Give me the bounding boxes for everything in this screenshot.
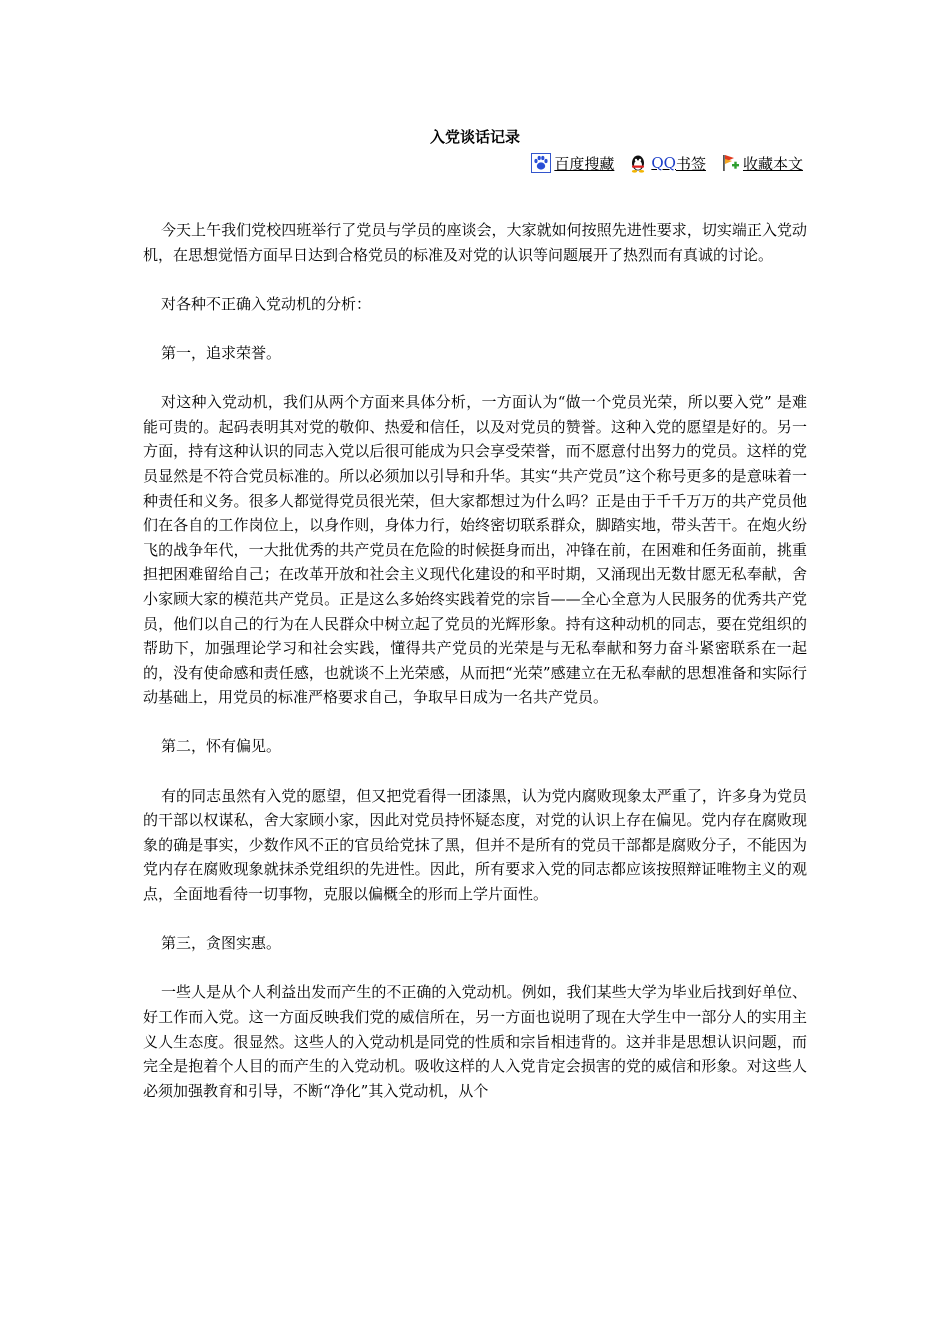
baidu-paw-icon xyxy=(531,153,551,173)
qq-bookmark-link[interactable] xyxy=(628,153,706,174)
document-title: 入党谈话记录 xyxy=(429,128,520,146)
save-article-label: 收藏本文 xyxy=(742,154,803,173)
bookmark-flag-icon xyxy=(720,153,740,173)
paragraph-analysis-heading: 对各种不正确入党动机的分析： xyxy=(161,294,372,313)
qq-bookmark-label: QQ xyxy=(651,154,676,172)
baidu-bookmark-label: 百度搜藏 xyxy=(554,154,615,173)
paragraph-point-three-body: 一些人是从个人利益出发而产生的不正确的入党动机。例如，我们某些大学为毕业后找到好单位、好工作而入党。这一方面反映我们党的威信所在，另一方面也说明了现在大学生中一部分人的实用主义人生态度。很显然。这些人的入党动机是同党的性质和宗旨相违背的。这并非是思想认识问题，而完全是抱着个人目的而产生的入党动机。吸收这样的人入党肯定会损害的党的威信和形象。对这些人必须加强教育和引导，不断“净化”其入党动机，从个 xyxy=(143,983,807,1100)
qq-penguin-icon xyxy=(628,153,648,173)
paragraph-point-one-body: 对这种入党动机，我们从两个方面来具体分析，一方面认为“做一个党员光荣，所以要入党” 是难能可贵的。起码表明其对党的敬仰、热爱和信任，以及对党员的赞誉。这种入党的愿望是好的。另一方面，持有这种认识的同志入党以后很可能成为只会享受荣誉，而不愿意付出努力的党员。这样的党员显然是不符合党员标准的。所以必须加以引导和升华。其实“共产党员”这个称号更多的是意味着一种责任和义务。很多人都觉得党员很光荣，但大家都想过为什么吗？正是由于千千万万的共产党员他们在各自的工作岗位上，以身作则，身体力行，始终密切联系群众，脚踏实地，带头苦干。在炮火纷飞的战争年代，一大批优秀的共产党员在危险的时候挺身而出，冲锋在前，在困难和任务面前，挑重担把困难留给自己；在改革开放和社会主义现代化建设的和平时期，又涌现出无数甘愿无私奉献，舍小家顾大家的模范共产党员。正是这么多始终实践着党的宗旨——全心全意为人民服务的优秀共产党员，他们以自己的行为在人民群众中树立起了党员的光辉形象。持有这种动机的同志，要在党组织的帮助下，加强理论学习和社会实践，懂得共产党员的光荣是与无私奉献和努力奋斗紧密联系在一起的，没有使命感和责任感，也就谈不上光荣感，从而把“光荣”感建立在无私奉献的思想准备和实际行动基础上，用党员的标准严格要求自己，争取早日成为一名共产党员。 xyxy=(143,393,807,707)
paragraph-point-two-body: 有的同志虽然有入党的愿望，但又把党看得一团漆黑，认为党内腐败现象太严重了，许多身为党员的干部以权谋私，舍大家顾小家，因此对党员持怀疑态度，对党的认识上存在偏见。党内存在腐败现象的确是事实，少数作风不正的官员给党抹了黑，但并不是所有的党员干部都是腐败分子，不能因为党内存在腐败现象就抹杀党组织的先进性。因此，所有要求入党的同志都应该按照辩证唯物主义的观点，全面地看待一切事物，克服以偏概全的形而上学片面性。 xyxy=(143,786,807,904)
bookmark-bar xyxy=(531,150,803,176)
save-article-link[interactable] xyxy=(720,153,803,174)
qq-bookmark-label-suffix: 书签 xyxy=(675,154,706,173)
baidu-bookmark-link[interactable] xyxy=(531,153,614,174)
paragraph-point-three: 第三，贪图实惠。 xyxy=(161,934,282,953)
paragraph-point-two: 第二，怀有偏见。 xyxy=(161,737,282,756)
article-body xyxy=(143,218,807,1128)
paragraph-point-one: 第一，追求荣誉。 xyxy=(161,343,282,362)
paragraph-intro: 今天上午我们党校四班举行了党员与学员的座谈会，大家就如何按照先进性要求，切实端正入党动机，在思想觉悟方面早日达到合格党员的标准及对党的认识等问题展开了热烈而有真诚的讨论。 xyxy=(143,221,807,264)
